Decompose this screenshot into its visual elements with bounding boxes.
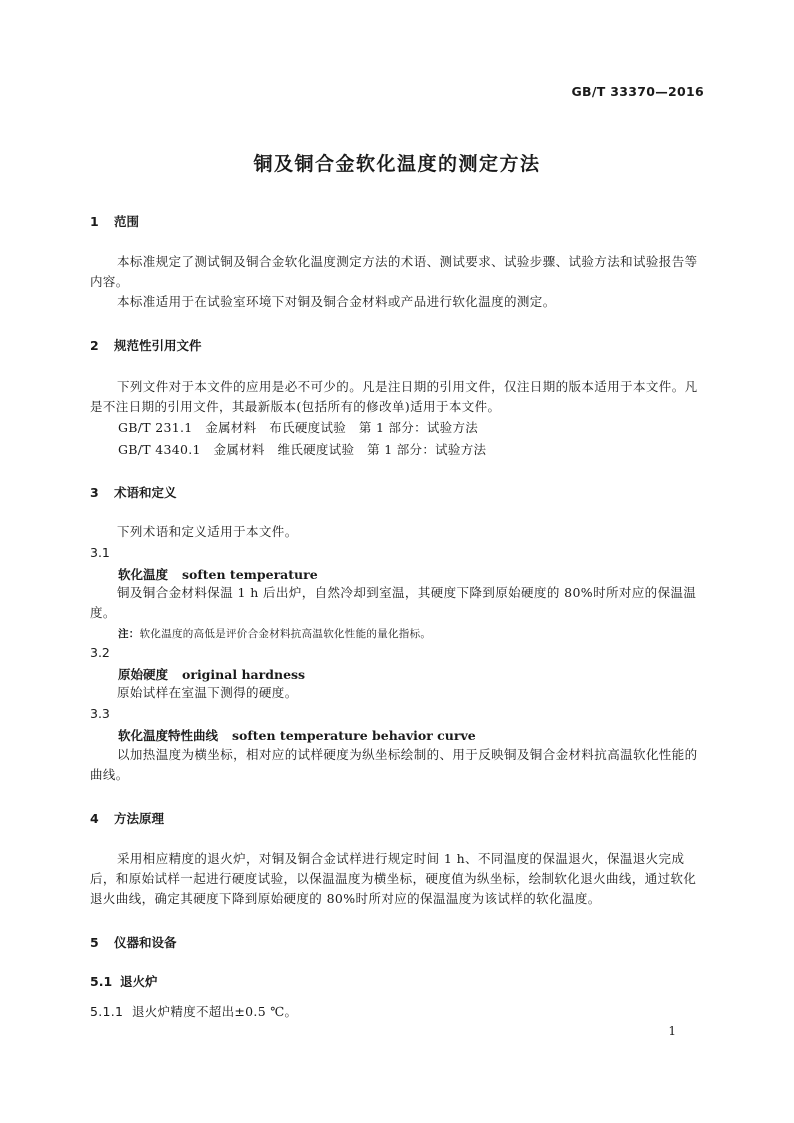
section-number: 3	[90, 485, 99, 500]
section-5-heading	[90, 933, 177, 951]
section-1-paragraph-2: 本标准适用于在试验室环境下对铜及铜合金材料或产品进行软化温度的测定。	[117, 294, 556, 309]
term-note	[118, 626, 431, 641]
section-1-paragraph-1: 本标准规定了测试铜及铜合金软化温度测定方法的术语、测试要求、试验步骤、试验方法和试验报告等内容。	[90, 254, 698, 289]
normative-reference: GB/T 4340.1 金属材料 维氏硬度试验 第 1 部分：试验方法	[118, 442, 487, 457]
section-title: 仪器和设备	[114, 935, 177, 950]
section-3-intro: 下列术语和定义适用于本文件。	[117, 524, 298, 539]
section-title: 方法原理	[114, 811, 165, 826]
term-heading	[118, 565, 318, 583]
section-number: 2	[90, 338, 99, 353]
section-number: 4	[90, 811, 99, 826]
section-title: 规范性引用文件	[114, 338, 202, 353]
section-number: 1	[90, 214, 99, 229]
term-definition: 以加热温度为横坐标，相对应的试样硬度为纵坐标绘制的、用于反映铜及铜合金材料抗高温软化性能的曲线。	[90, 747, 698, 782]
term-english: soften temperature	[182, 567, 318, 582]
section-title: 范围	[114, 214, 140, 229]
section-2-paragraph-1: 下列文件对于本文件的应用是必不可少的。凡是注日期的引用文件，仅注日期的版本适用于本文件。凡是不注日期的引用文件，其最新版本(包括所有的修改单)适用于本文件。	[90, 379, 698, 414]
term-heading	[118, 665, 305, 683]
section-title: 术语和定义	[114, 485, 177, 500]
section-4-paragraph-1: 采用相应精度的退火炉，对铜及铜合金试样进行规定时间 1 h、不同温度的保温退火，保温退火完成后，和原始试样一起进行硬度试验，以保温温度为横坐标，硬度值为纵坐标，绘制软化退火曲线，通过软化退火曲线，确定其硬度下降到原始硬度的 80%时所对应的保温温度为该试样的软化温度。	[90, 851, 697, 906]
note-label: 注：	[118, 628, 140, 640]
term-chinese: 软化温度	[118, 567, 169, 582]
section-1-heading	[90, 212, 139, 230]
term-number: 3.1	[90, 545, 110, 560]
standard-code: GB/T 33370—2016	[571, 84, 704, 99]
section-4-heading	[90, 809, 164, 827]
term-heading	[118, 726, 476, 744]
term-english: original hardness	[182, 667, 306, 682]
note-text: 软化温度的高低是评价合金材料抗高温软化性能的量化指标。	[139, 628, 432, 640]
page-number: 1	[668, 1024, 676, 1038]
subsection-heading	[90, 972, 158, 990]
section-3-heading	[90, 483, 177, 501]
term-chinese: 原始硬度	[118, 667, 169, 682]
term-number: 3.2	[90, 645, 110, 660]
subsection-title: 退火炉	[120, 974, 158, 989]
term-definition: 原始试样在室温下测得的硬度。	[117, 685, 298, 700]
subsection-number: 5.1	[90, 974, 113, 989]
clause-text: 退火炉精度不超出±0.5 ℃。	[132, 1004, 298, 1019]
term-chinese: 软化温度特性曲线	[118, 728, 219, 743]
clause-number: 5.1.1	[90, 1004, 124, 1019]
document-title: 铜及铜合金软化温度的测定方法	[253, 153, 541, 175]
clause	[90, 1002, 297, 1020]
section-number: 5	[90, 935, 99, 950]
section-2-heading	[90, 336, 202, 354]
normative-reference: GB/T 231.1 金属材料 布氏硬度试验 第 1 部分：试验方法	[118, 420, 479, 435]
term-number: 3.3	[90, 706, 110, 721]
term-definition: 铜及铜合金材料保温 1 h 后出炉，自然冷却到室温，其硬度下降到原始硬度的 80%时所对应的保温温度。	[90, 585, 697, 620]
term-english: soften temperature behavior curve	[232, 728, 476, 743]
